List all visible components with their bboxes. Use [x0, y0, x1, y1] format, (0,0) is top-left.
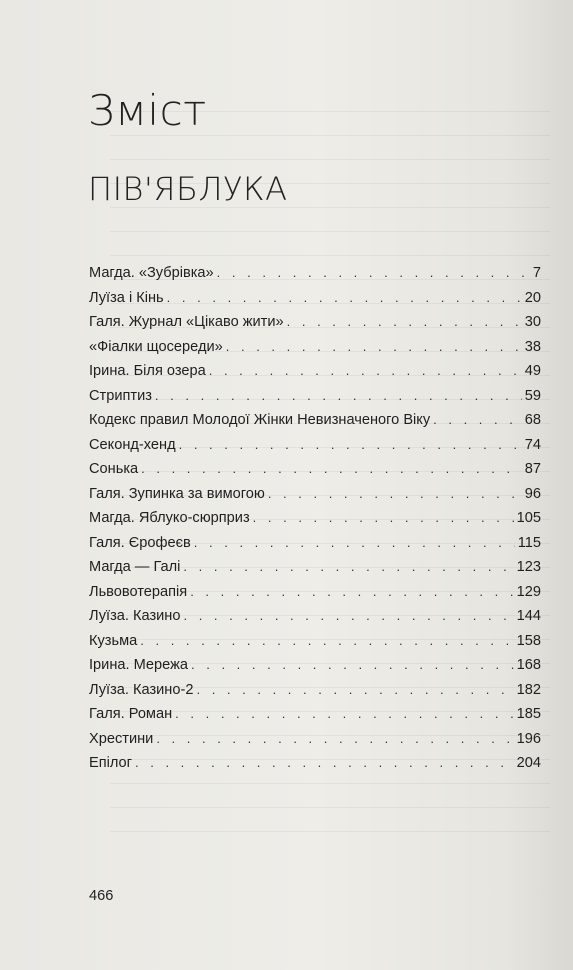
- toc-entry-page: 185: [516, 706, 541, 722]
- toc-entry-page: 30: [524, 314, 541, 330]
- toc-entry-title: Магда. Яблуко-сюрприз: [89, 510, 250, 526]
- toc-entry-title: Ірина. Мережа: [89, 657, 188, 673]
- dot-leader: [140, 629, 513, 654]
- toc-entry: [89, 629, 541, 654]
- toc-entry: [89, 678, 541, 703]
- toc-entry: [89, 286, 541, 311]
- toc-entry: [89, 531, 541, 556]
- toc-entry-title: Львовотерапія: [89, 583, 188, 600]
- toc-entry-title: Галя. Роман: [89, 706, 173, 722]
- toc-entry-page: 7: [532, 265, 541, 281]
- dot-leader: [175, 702, 513, 727]
- dot-leader: [268, 482, 522, 507]
- dot-leader: [183, 604, 513, 629]
- toc-entry: [89, 457, 541, 482]
- toc-entry: [89, 482, 541, 507]
- toc-entry-page: 115: [517, 534, 541, 551]
- toc-entry-page: 87: [524, 461, 541, 477]
- toc-entry-title: Ірина. Біля озера: [89, 363, 206, 379]
- toc-entry-page: 38: [524, 338, 541, 355]
- toc-entry: [89, 384, 541, 409]
- toc-entry-page: 182: [516, 681, 541, 698]
- toc-entry: [89, 653, 541, 678]
- toc-entry-title: Епілог: [89, 755, 132, 771]
- dot-leader: [141, 457, 522, 482]
- part-title: ПІВ'ЯБЛУКА: [88, 170, 288, 208]
- dot-leader: [209, 359, 522, 384]
- toc-entry-title: Луїза. Казино-2: [89, 681, 194, 698]
- toc-entry: [89, 408, 541, 433]
- dot-leader: [191, 653, 514, 678]
- toc-entry-page: 49: [524, 363, 541, 379]
- toc-entry: [89, 702, 541, 727]
- toc-entry: [89, 604, 541, 629]
- toc-entry-page: 20: [524, 289, 541, 306]
- toc-entry-page: 196: [516, 730, 541, 747]
- page-number: 466: [89, 888, 114, 904]
- toc-entry: [89, 751, 541, 776]
- dot-leader: [155, 384, 522, 409]
- toc-entry-title: Кодекс правил Молодої Жінки Невизначеного Віку: [89, 412, 431, 428]
- toc-entry-title: Сонька: [89, 461, 139, 477]
- toc-entry-page: 74: [524, 436, 541, 453]
- toc-entry-title: Луїза і Кінь: [89, 289, 164, 306]
- toc-entry: [89, 506, 541, 531]
- toc-entry-page: 204: [516, 755, 541, 771]
- toc-entry: [89, 261, 541, 286]
- toc-entry-title: «Фіалки щосереди»: [89, 338, 223, 355]
- toc-entry-title: Хрестини: [89, 730, 154, 747]
- dot-leader: [217, 261, 530, 286]
- toc-entry-title: Магда. «Зубрівка»: [89, 265, 214, 281]
- dot-leader: [253, 506, 514, 531]
- toc-entry: [89, 555, 541, 580]
- toc-entry: [89, 335, 541, 360]
- toc-entry-page: 129: [516, 583, 541, 600]
- dot-leader: [135, 751, 514, 776]
- toc-entry-page: 158: [516, 632, 541, 649]
- toc-entry: [89, 727, 541, 752]
- toc-entry-page: 168: [516, 657, 541, 673]
- dot-leader: [179, 433, 522, 458]
- dot-leader: [196, 678, 513, 703]
- dot-leader: [433, 408, 522, 433]
- toc-entry-page: 59: [524, 387, 541, 404]
- dot-leader: [226, 335, 522, 360]
- table-of-contents: [89, 261, 541, 776]
- toc-entry-title: Луїза. Казино: [89, 608, 181, 624]
- toc-entry: [89, 580, 541, 605]
- toc-entry: [89, 310, 541, 335]
- contents-heading: Зміст: [88, 86, 207, 135]
- toc-entry-page: 105: [516, 510, 541, 526]
- toc-entry-page: 144: [516, 608, 541, 624]
- toc-entry-page: 68: [524, 412, 541, 428]
- dot-leader: [183, 555, 513, 580]
- toc-entry-title: Галя. Зупинка за вимогою: [89, 485, 265, 502]
- toc-entry-title: Стриптиз: [89, 387, 152, 404]
- toc-entry-page: 96: [524, 485, 541, 502]
- toc-entry-page: 123: [516, 559, 541, 575]
- dot-leader: [167, 286, 522, 311]
- dot-leader: [156, 727, 513, 752]
- toc-entry-title: Кузьма: [89, 632, 138, 649]
- dot-leader: [190, 580, 513, 605]
- dot-leader: [194, 531, 515, 556]
- toc-entry-title: Галя. Журнал «Цікаво жити»: [89, 314, 284, 330]
- toc-entry-title: Галя. Єрофеєв: [89, 534, 191, 551]
- toc-entry-title: Магда — Галі: [89, 559, 181, 575]
- dot-leader: [287, 310, 522, 335]
- toc-entry: [89, 359, 541, 384]
- toc-entry-title: Секонд-хенд: [89, 436, 176, 453]
- toc-entry: [89, 433, 541, 458]
